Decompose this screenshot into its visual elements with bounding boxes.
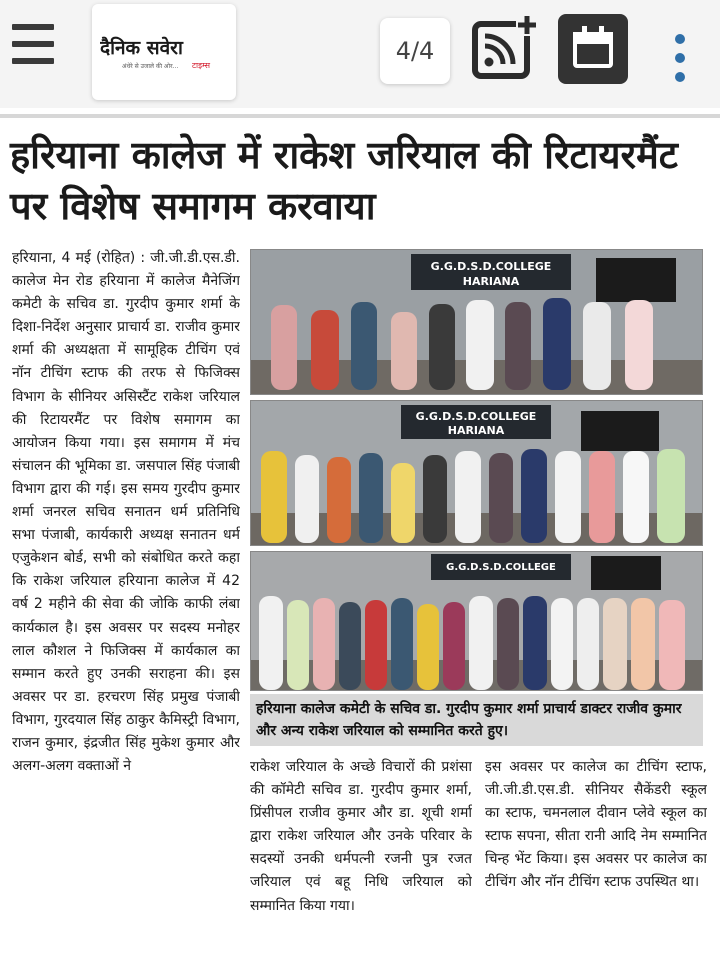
article-photo-1 bbox=[250, 249, 703, 395]
banner-line1: G.G.D.S.D.COLLEGE bbox=[415, 410, 537, 423]
article-column-middle: राकेश जरियाल के अच्छे विचारों की प्रशंसा की कॉमेटी सचिव डा. गुरदीप कुमार शर्मा, प्रिंसीपल राजीव कुमार और डा. शूची शर्मा द्वारा राकेश जरियाल और उनके परिवार के सदस्यों उनकी धर्मपत्नी रजनी पुत्र रजत जरियाल एवं बहू निधि जरियाल को सम्मानित किया गया। bbox=[250, 759, 472, 914]
svg-text:टाइम्स: टाइम्स bbox=[192, 61, 211, 70]
banner-line1: G.G.D.S.D.COLLEGE bbox=[446, 562, 556, 573]
svg-text:दैनिक सवेरा: दैनिक सवेरा bbox=[100, 37, 183, 59]
page-indicator[interactable]: 4/4 bbox=[380, 18, 450, 84]
article-column-left: हरियाना, 4 मई (रोहित) : जी.जी.डी.एस.डी. कालेज मेन रोड हरियाना में कालेज मैनेजिंग कमेटी के सचिव डा. गुरदीप कुमार शर्मा के दिशा-निर्देश अनुसार प्राचार्य डा. राजीव कुमार शर्मा की अध्यक्षता में सामूहिक टीचिंग एवं नॉन टीचिंग स्टाफ की तरफ से फिजिक्स विभाग के सीनियर असिस्टैंट राकेश जरियाल की रिटायरमैंट पर विशेष समागम का आयोजन किया गया। इस समागम में मंच संचालन की भूमिका डा. जसपाल सिंह पंजाबी विभाग द्वारा की गई। इस समय गुरदीप कुमार शर्मा जनरल सचिव सनातन धर्म प्रतिनिधि सभा पंजाबी, कार्यकारी अध्यक्ष सनातन धर्म एजुकेशन बोर्ड, सभी को संबोधित करते कहा कि राकेश जरियाल हरियाना कालेज में 42 वर्ष 2 महीने की सेवा की जोकि काफी लंबा कार्यकाल है। इस अवसर पर सदस्य मनोहर लाल कौशल ने फिजिक्स में कार्यकाल का सम्मान करते हुए उनकी सराहना की। इस अवसर पर डा. हरचरण सिंह प्रमुख पंजाबी विभाग, गुरदयाल सिंह ठाकुर कैमिस्ट्री विभाग, राजन कुमार, इंद्रजीत सिंह मुकेश कुमार और अलग-अलग वक्ताओं ने bbox=[12, 250, 240, 775]
calendar-icon bbox=[558, 14, 628, 84]
article-photo-2 bbox=[250, 400, 703, 546]
newspaper-logo[interactable] bbox=[92, 4, 236, 100]
menu-icon[interactable] bbox=[12, 24, 54, 64]
article-column-right: इस अवसर पर कालेज का टीचिंग स्टाफ, जी.जी.डी.एस.डी. सीनियर सैकेंडरी स्कूल का स्टाफ, चमनलाल दीवान प्लेवे स्कूल का स्टाफ सपना, सीता रानी आदि नेम सम्मानित चिन्ह भेंट किया। इस अवसर पर कालेज का टीचिंग और नॉन टीचिंग स्टाफ उपस्थित था। bbox=[485, 759, 707, 891]
app-bar bbox=[0, 0, 720, 108]
banner-line2: HARIANA bbox=[447, 424, 505, 437]
logo-image bbox=[100, 32, 228, 72]
svg-text:अंधेरे से उजाले की ओर...: अंधेरे से उजाले की ओर... bbox=[122, 63, 179, 70]
photo-caption: हरियाना कालेज कमेटी के सचिव डा. गुरदीप कुमार शर्मा प्राचार्य डाक्टर राजीव कुमार और अन्य राकेश जरियाल को सम्मानित करते हुए। bbox=[250, 694, 703, 746]
rss-add-icon[interactable] bbox=[472, 14, 538, 80]
article-headline: हरियाना कालेज में राकेश जरियाल की रिटायरमैंट पर विशेष समागम करवाया bbox=[10, 133, 678, 228]
banner-line1: G.G.D.S.D.COLLEGE bbox=[430, 260, 552, 273]
banner-line2: HARIANA bbox=[462, 275, 520, 288]
more-vertical-icon[interactable] bbox=[670, 34, 690, 82]
divider bbox=[0, 114, 720, 118]
article-photo-3 bbox=[250, 551, 703, 691]
calendar-button[interactable] bbox=[558, 14, 628, 84]
